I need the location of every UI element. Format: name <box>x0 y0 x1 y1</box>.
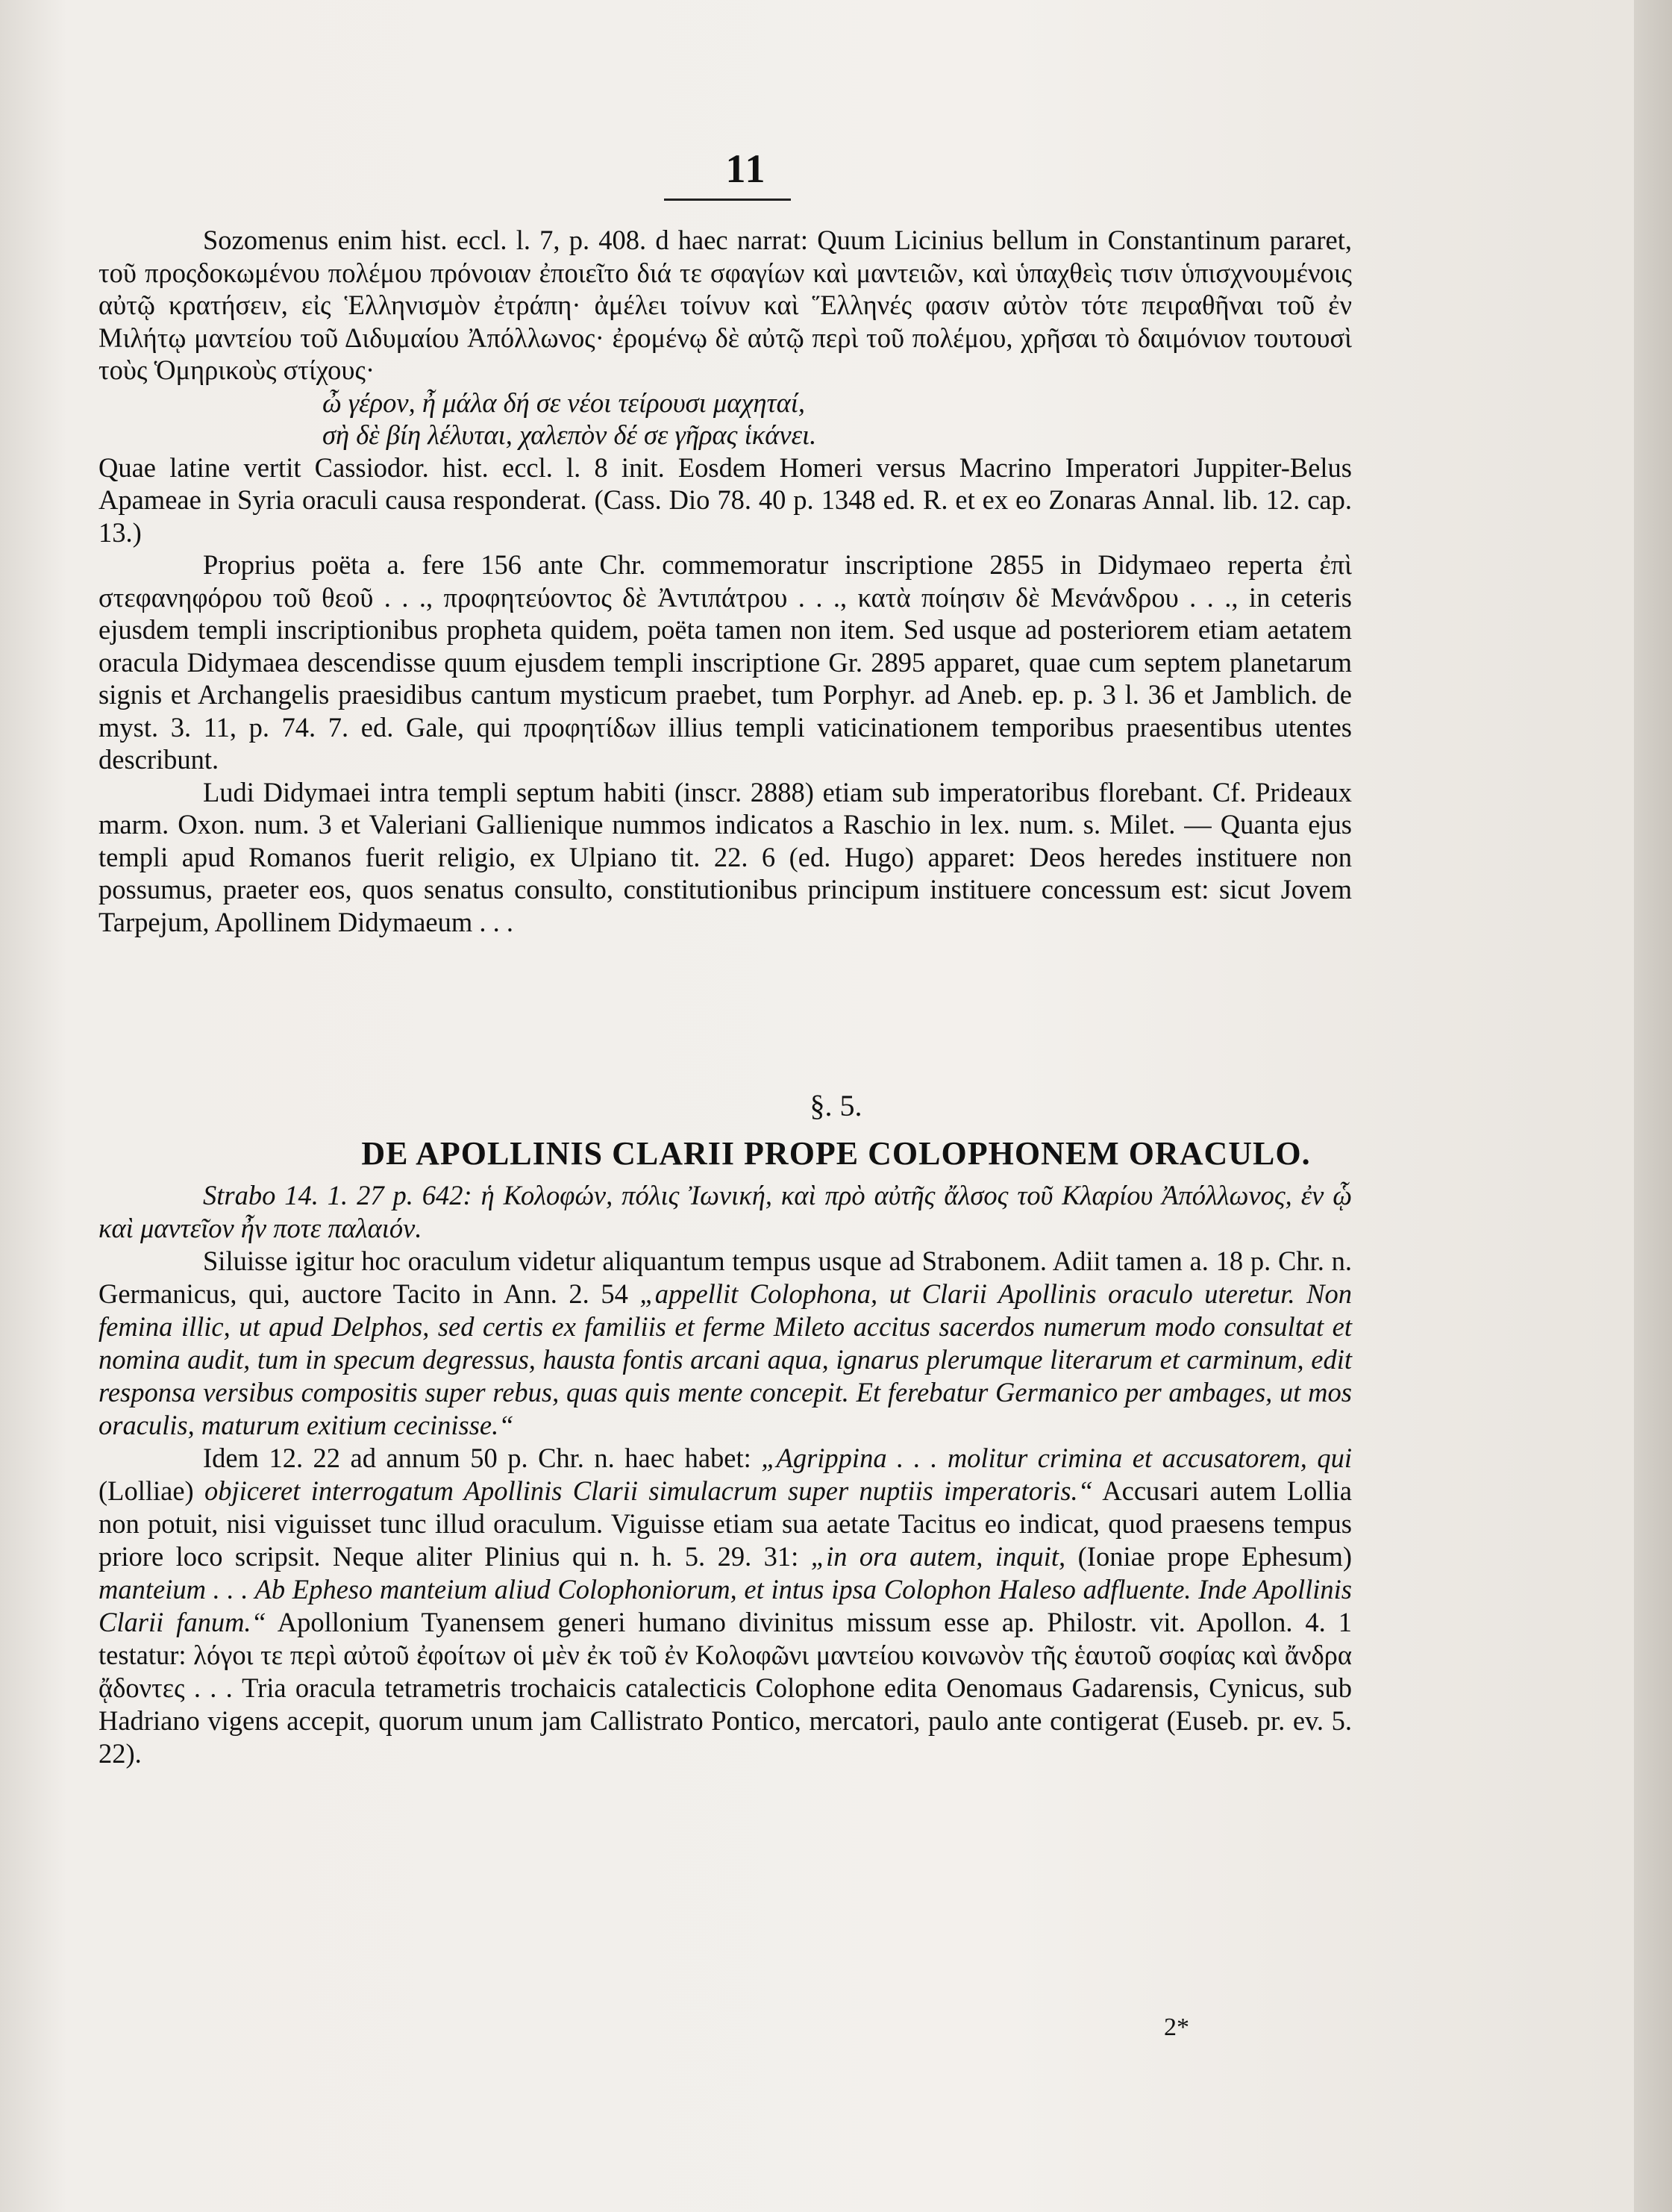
ioniae-note: (Ioniae prope Ephesum) <box>1065 1541 1352 1572</box>
strabo-quote: Strabo 14. 1. 27 p. 642: ἡ Κολοφών, πόλις Ἰωνική, καὶ πρὸ αὐτῆς ἄλσος τοῦ Κλαρίου Ἀπόλλωνος, ἐν ᾧ καὶ μαντεῖον ἦν ποτε παλαιόν. <box>98 1180 1352 1243</box>
tacitus-quote-simulacrum: objiceret interrogatum Apollinis Clarii simulacrum super nuptiis imperatoris.“ <box>204 1475 1093 1506</box>
signature-mark: 2* <box>1164 2013 1189 2041</box>
section-number: §. 5. <box>810 1089 862 1122</box>
paragraph-strabo <box>98 1179 1352 1245</box>
page-number: 11 <box>725 146 767 191</box>
apollonium-text: Apollonium Tyanensem generi humano divinitus missum esse ap. Philostr. vit. Apollon. 4. 1 testatur: λόγοι τε περὶ αὐτοῦ ἐφοίτων οἱ μὲν ἐκ τοῦ ἐν Κολοφῶνι μαντείου κοινωνὸν τῆς ἑαυτοῦ σοφίας καὶ ἄνδρα ᾄδοντες . . . Tria oracula tetrametris trochaicis catalecticis Colophone edita Oenomaus Gadarensis, Cynicus, sub Hadriano vigens accepit, quorum unum jam Callistrato Pontico, mercatori, paulo ante contigerat (Euseb. pr. ev. 5. 22). <box>98 1607 1352 1769</box>
body-text-bottom <box>98 1179 1352 1770</box>
homer-verse-2: σὴ δὲ βίη λέλυται, χαλεπὸν δέ σε γῆρας ἱκάνει. <box>322 419 817 450</box>
header-rule <box>664 199 791 201</box>
paragraph-siluisse <box>98 1245 1352 1442</box>
paragraph-proprius-poeta: Proprius poëta a. fere 156 ante Chr. commemoratur inscriptione 2855 in Didymaeo reperta ἐπὶ στεφανηφόρου τοῦ θεοῦ . . ., προφητεύοντος δὲ Ἀντιπάτρου . . ., κατὰ ποίησιν δὲ Μενάνδρου . . ., in ceteris ejusdem templi inscriptionibus propheta quidem, poëta tamen non item. Sed usque ad posteriorem etiam aetatem oracula Didymaea descendisse quum ejusdem templi inscriptione Gr. 2895 apparet, quae cum septem planetarum signis et Archangelis praesidibus cantum mysticum praebet, tum Porphyr. ad Aneb. ep. p. 3 l. 36 et Jamblich. de myst. 3. 11, p. 74. 7. ed. Gale, qui προφητίδων illius templi vaticinationem temporibus praesentibus utentes describunt. <box>98 549 1352 775</box>
body-text-top <box>98 224 1352 938</box>
siluisse-text: Siluisse igitur hoc oraculum videtur aliquantum tempus usque ad Strabonem. Adiit tamen a. 18 p. Chr. n. Germanicus, qui, auctore Tacito in Ann. 2. 54 <box>98 1246 1352 1309</box>
lolliae-note: (Lolliae) <box>98 1475 205 1506</box>
section-title: DE APOLLINIS CLARII PROPE COLOPHONEM ORACULO. <box>361 1135 1311 1172</box>
paragraph-cassiodor: Quae latine vertit Cassiodor. hist. eccl. l. 8 init. Eosdem Homeri versus Macrino Imperatori Juppiter-Belus Apameae in Syria oraculi causa responderat. (Cass. Dio 78. 40 p. 1348 ed. R. et ex eo Zonaras Annal. lib. 12. cap. 13.) <box>98 452 1352 548</box>
paragraph-sozomenus: Sozomenus enim hist. eccl. l. 7, p. 408. d haec narrat: Quum Licinius bellum in Constantinum pararet, τοῦ προςδοκωμένου πολέμου πρόνοιαν ἐποιεῖτο διά τε σφαγίων καὶ μαντειῶν, καὶ ὑπαχθεὶς τισιν ὑπισχνουμένοις αὐτῷ κρατήσειν, εἰς Ἑλληνισμὸν ἐτράπη· ἀμέλει τοίνυν καὶ Ἕλληνές φασιν αὐτὸν τότε πειραθῆναι τοῦ ἐν Μιλήτῳ μαντείου τοῦ Διδυμαίου Ἀπόλλωνος· ἐρομένῳ δὲ αὐτῷ περὶ τοῦ πολέμου, χρῆσαι τὸ δαιμόνιον τουτουσὶ τοὺς Ὁμηρικοὺς στίχους· <box>98 225 1352 385</box>
tacitus-quote-germanicus: „appellit Colophona, ut Clarii Apollinis oraculo uteretur. Non femina illic, ut apud Delphos, sed certis ex familiis et ferme Mileto accitus sacerdos numerum modo consultat et nomina audit, tum in specum degressus, hausta fontis arcani aqua, ignarus plerumque literarum et carminum, edit responsa versibus compositis super rebus, quas quis mente concepit. Et ferebatur Germanico per ambages, ut mos oraculis, maturum exitium cecinisse.“ <box>98 1278 1352 1440</box>
idem-text: Idem 12. 22 ad annum 50 p. Chr. n. haec habet: <box>203 1443 762 1473</box>
plinius-quote-rest: manteium . . . Ab Epheso manteium aliud Colophoniorum, et intus ipsa Colophon Haleso adfluente. Inde Apollinis Clarii fanum.“ <box>98 1574 1352 1637</box>
plinius-quote-start: „in ora autem, inquit, <box>810 1541 1066 1572</box>
paragraph-ludi-didymaei: Ludi Didymaei intra templi septum habiti (inscr. 2888) etiam sub imperatoribus florebant. Cf. Prideaux marm. Oxon. num. 3 et Valeriani Gallienique nummos indicatos a Raschio in lex. num. s. Milet. — Quanta ejus templi apud Romanos fuerit religio, ex Ulpiano tit. 22. 6 (ed. Hugo) apparet: Deos heredes instituere non possumus, praeter eos, quos senatus consulto, constitutionibus principum instituere concessum est: sicut Jovem Tarpejum, Apollinem Didymaeum . . . <box>98 776 1352 937</box>
homer-verse-1: ὦ γέρον, ἦ μάλα δή σε νέοι τείρουσι μαχηταί, <box>322 387 806 418</box>
accusari-text: Accusari autem Lollia non potuit, nisi viguisset tunc illud oraculum. Viguisse etiam sua aetate Tacitus eo indicat, quod praesens tempus priore loco scripsit. Neque aliter Plinius qui n. h. 5. 29. 31: <box>98 1475 1352 1572</box>
tacitus-quote-agrippina: „Agrippina . . . molitur crimina et accusatorem, qui <box>761 1443 1352 1473</box>
paragraph-idem <box>98 1442 1352 1770</box>
